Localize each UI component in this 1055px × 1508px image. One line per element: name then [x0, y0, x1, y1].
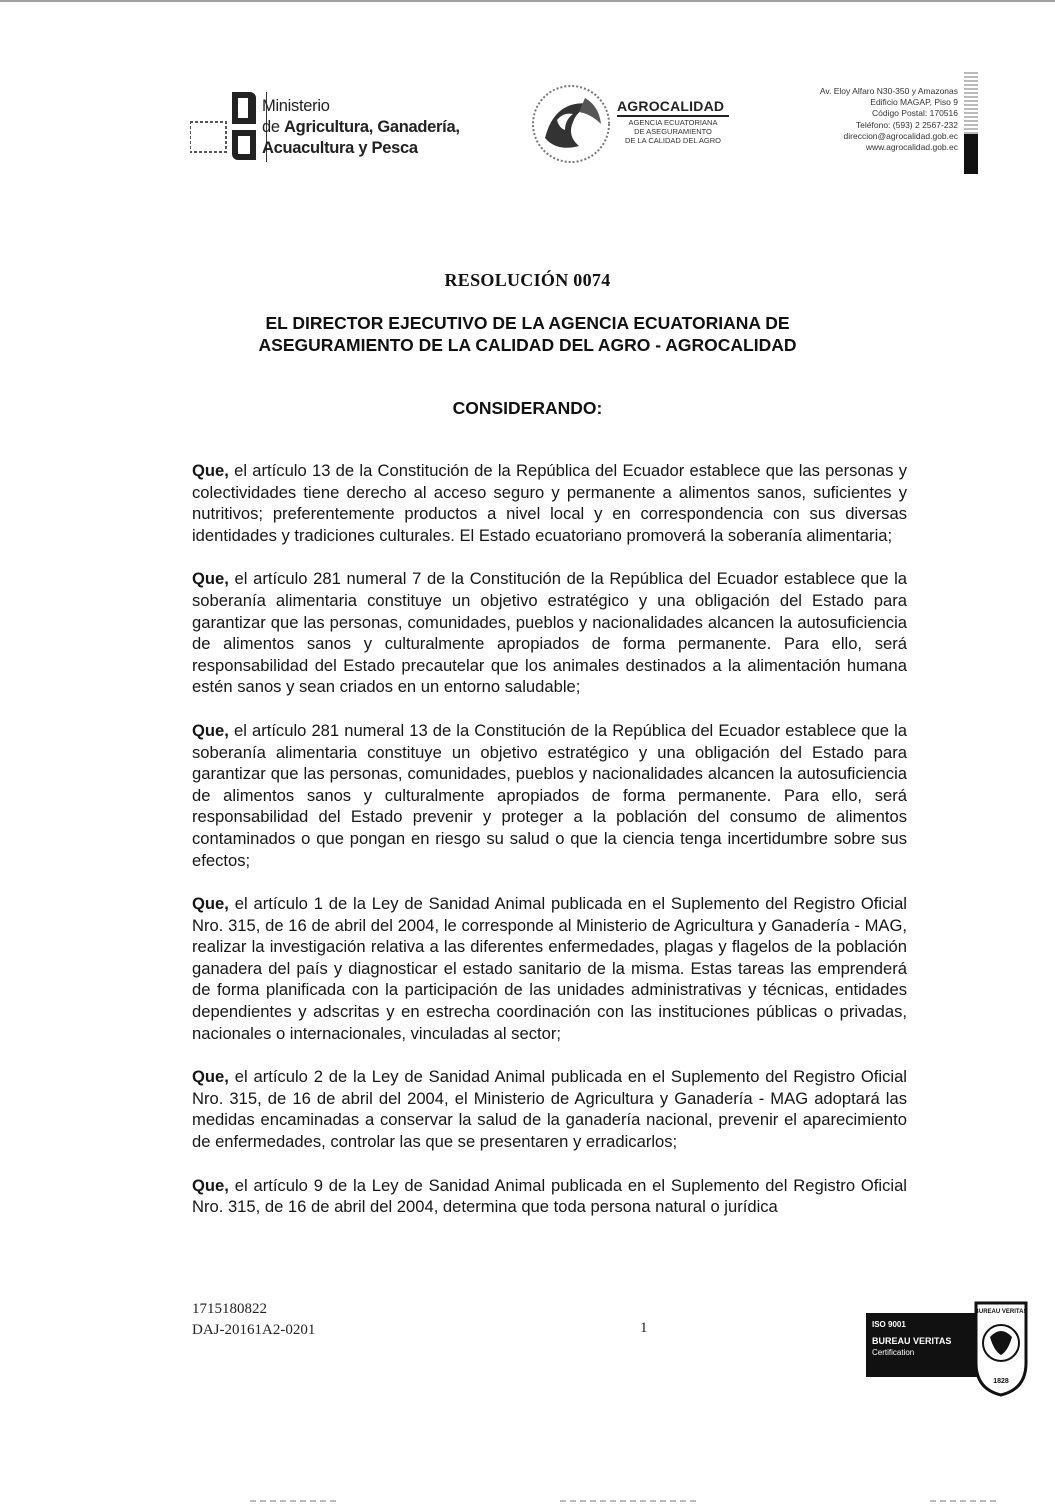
footer-codes — [192, 1299, 315, 1341]
header-color-strip — [962, 72, 982, 174]
agrocalidad-logo — [525, 78, 740, 168]
director-heading: EL DIRECTOR EJECUTIVO DE LA AGENCIA ECUATORIANA DE ASEGURAMIENTO DE LA CALIDAD DEL AGRO - AGROCALIDAD — [258, 313, 797, 355]
agrocalidad-emblem-icon — [525, 78, 617, 168]
considerando-paragraph: Que, el artículo 9 de la Ley de Sanidad Animal publicada en el Suplemento del Registro Oficial Nro. 315, de 16 de abril del 2004, determina que toda persona natural o jurídica — [192, 1175, 907, 1217]
considerando-paragraph: Que, el artículo 1 de la Ley de Sanidad Animal publicada en el Suplemento del Registro Oficial Nro. 315, de 16 de abril del 2004, le corresponde al Ministerio de Agricultura y Ganadería - MAG, realizar la investigación relativa a las diferentes enfermedades, plagas y flagelos de la población ganadera del país y diagnosticar el estado sanitario de la misma. Estas tareas las emprenderá de forma planificada con la participación de las unidades administrativas y técnicas, entidades dependientes y adscritas y en estrecha coordinación con las instituciones públicas o privadas, nacionales o internacionales, vinculadas al sector; — [192, 894, 907, 1043]
ministry-line-1: Ministerio — [262, 97, 330, 115]
footer-code-2: DAJ-20161A2-0201 — [192, 1322, 316, 1338]
considerando-heading: CONSIDERANDO: — [452, 398, 603, 418]
bureau-veritas-seal-icon — [972, 1297, 1030, 1397]
agency-name: AGROCALIDAD — [617, 98, 725, 114]
document-body — [192, 460, 907, 1240]
seal-text: BUREAU VERITAS — [974, 1309, 1028, 1315]
scan-edge-top — [0, 0, 1055, 4]
ministry-logo — [190, 88, 490, 168]
certification-box — [866, 1313, 978, 1377]
seal-year: 1828 — [993, 1378, 1009, 1385]
considerando-paragraph: Que, el artículo 2 de la Ley de Sanidad Animal publicada en el Suplemento del Registro Oficial Nro. 315, de 16 de abril del 2004, el Ministerio de Agricultura y Ganadería - MAG adoptará las medidas encaminadas a conservar la salud de la ganadería nacional, prevenir el aparecimiento de enfermedades, controlar las que se presentaren y erradicarlos; — [192, 1067, 907, 1152]
contact-email: direccion@agrocalidad.gob.ec — [843, 130, 958, 141]
agency-name-rule — [617, 115, 729, 117]
iso-label: ISO 9001 — [872, 1320, 906, 1329]
ministry-name — [262, 96, 502, 159]
scan-edge-bottom — [0, 1498, 1055, 1504]
considerando-paragraph: Que, el artículo 281 numeral 7 de la Constitución de la República del Ecuador establece que la soberanía alimentaria constituye un objetivo estratégico y una obligación del Estado para garantizar que las personas, comunidades, pueblos y nacionalidades alcancen la autosuficiencia de alimentos sanos y culturalmente apropiados de forma permanente. Para ello, será responsabilidad del Estado precautelar que los animales destinados a la alimentación humana estén sanos y sean criados en un entorno saludable; — [192, 569, 907, 697]
cert-name: BUREAU VERITAS — [872, 1336, 952, 1346]
contact-address: Av. Eloy Alfaro N30-350 y Amazonas — [819, 86, 958, 96]
ministry-emblem-icon — [190, 88, 260, 166]
agency-subtitle: AGENCIA ECUATORIANA DE ASEGURAMIENTO DE LA CALIDAD DEL AGRO — [624, 118, 721, 145]
contact-phone: Teléfono: (593) 2 2567-232 — [855, 119, 958, 130]
resolution-title: RESOLUCIÓN 0074 — [444, 270, 611, 290]
cert-sub: Certification — [872, 1348, 915, 1357]
ministry-line-3: Acuacultura y Pesca — [262, 139, 418, 157]
page-number: 1 — [640, 1320, 648, 1336]
contact-block — [770, 86, 958, 153]
considerando-paragraph: Que, el artículo 281 numeral 13 de la Constitución de la República del Ecuador establece que la soberanía alimentaria constituye un objetivo estratégico y una obligación del Estado para garantizar que las personas, comunidades, pueblos y nacionalidades alcancen la autosuficiencia de alimentos sanos y culturalmente apropiados de forma permanente. Para ello, será responsabilidad del Estado prevenir y proteger a la población del consumo de alimentos contaminados o que pongan en riesgo su salud o que la ciencia tenga incertidumbre sobre sus efectos; — [192, 720, 907, 870]
ministry-line-2: de Agricultura, Ganadería, — [262, 118, 460, 136]
footer-code-1: 1715180822 — [192, 1301, 267, 1317]
contact-postal: Código Postal: 170516 — [871, 108, 958, 119]
certification-badge — [866, 1297, 1026, 1397]
contact-website: www.agrocalidad.gob.ec — [865, 142, 958, 153]
considerando-paragraph: Que, el artículo 13 de la Constitución de la República del Ecuador establece que las personas y colectividades tiene derecho al acceso seguro y permanente a alimentos sanos, suficientes y nutritivos; preferentemente productos a nivel local y en correspondencia con sus diversas identidades y tradiciones culturales. El Estado ecuatoriano promoverá la soberanía alimentaria; — [192, 461, 907, 545]
contact-building: Edificio MAGAP, Piso 9 — [870, 97, 958, 108]
